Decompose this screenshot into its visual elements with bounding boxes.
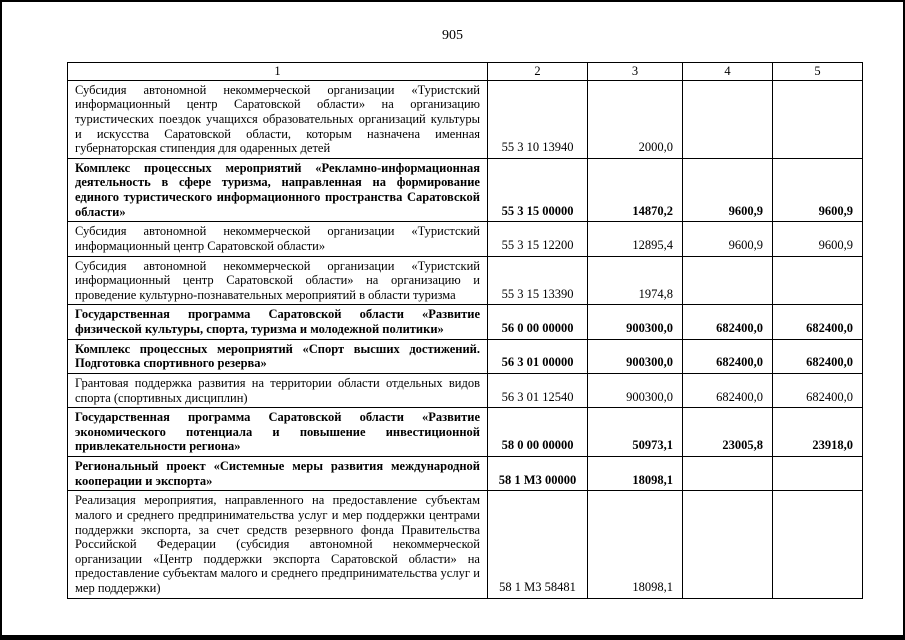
row-name-cell: Государственная программа Саратовской области «Развитие экономического потенциала и повышение инвестиционной привлекательности региона»: [68, 408, 488, 457]
row-value-cell: 23005,8: [683, 408, 773, 457]
row-code-cell: 58 1 М3 00000: [488, 457, 588, 491]
table-row: [68, 256, 863, 305]
table-row: [68, 408, 863, 457]
row-value-cell: 9600,9: [683, 158, 773, 222]
row-value-2025-cell: 900300,0: [588, 305, 683, 339]
row-code-cell: 56 0 00 00000: [488, 305, 588, 339]
row-value-cell: [773, 491, 863, 598]
row-value-cell: 682400,0: [683, 305, 773, 339]
row-value-cell: 682400,0: [773, 305, 863, 339]
row-name-cell: Субсидия автономной некоммерческой организации «Туристский информационный центр Саратовской области» на организацию туристических поездок учащихся образовательных организаций культуры и искусства Саратовской области, которым назначена именная губернаторская стипендия для одаренных детей: [68, 80, 488, 158]
row-value-cell: [683, 256, 773, 305]
row-name-cell: Комплекс процессных мероприятий «Рекламно-информационная деятельность в сфере туризма, направленная на формирование единого туристического информационного пространства Саратовской области»: [68, 158, 488, 222]
row-name-cell: Реализация мероприятия, направленного на предоставление субъектам малого и среднего предпринимательства услуг и мер поддержки центрами поддержки экспорта, за счет средств резервного фонда Правительства Российской Федерации (субсидия автономной некоммерческой организации «Центр поддержки экспорта Саратовской области» на предоставление субъектам малого и среднего предпринимательства услуг и мер поддержки): [68, 491, 488, 598]
row-value-2025-cell: 18098,1: [588, 457, 683, 491]
row-code-cell: 56 3 01 12540: [488, 373, 588, 407]
row-value-cell: 23918,0: [773, 408, 863, 457]
row-name-cell: Комплекс процессных мероприятий «Спорт высших достижений. Подготовка спортивного резерва»: [68, 339, 488, 373]
table-body: [68, 80, 863, 598]
row-value-cell: 9600,9: [773, 222, 863, 256]
row-value-cell: [773, 256, 863, 305]
row-value-2025-cell: 14870,2: [588, 158, 683, 222]
row-value-cell: 9600,9: [683, 222, 773, 256]
row-value-2025-cell: 50973,1: [588, 408, 683, 457]
row-value-cell: 682400,0: [683, 339, 773, 373]
row-value-cell: [683, 491, 773, 598]
row-name-cell: Грантовая поддержка развития на территории области отдельных видов спорта (спортивных дисциплин): [68, 373, 488, 407]
row-value-cell: 682400,0: [773, 339, 863, 373]
table-row: [68, 80, 863, 158]
row-value-2025-cell: 2000,0: [588, 80, 683, 158]
table-row: [68, 222, 863, 256]
row-name-cell: Субсидия автономной некоммерческой организации «Туристский информационный центр Саратовской области» на организацию и проведение культурно-познавательных мероприятий в области туризма: [68, 256, 488, 305]
row-name-cell: Региональный проект «Системные меры развития международной кооперации и экспорта»: [68, 457, 488, 491]
row-code-cell: 58 0 00 00000: [488, 408, 588, 457]
table-row: [68, 457, 863, 491]
row-value-cell: [683, 457, 773, 491]
row-name-cell: Субсидия автономной некоммерческой организации «Туристский информационный центр Саратовской области»: [68, 222, 488, 256]
row-value-cell: 682400,0: [773, 373, 863, 407]
page-number: 905: [442, 28, 463, 43]
table-row: [68, 339, 863, 373]
column-header: 1: [68, 63, 488, 81]
row-value-2025-cell: 900300,0: [588, 373, 683, 407]
row-name-cell: Государственная программа Саратовской области «Развитие физической культуры, спорта, туризма и молодежной политики»: [68, 305, 488, 339]
column-header: 3: [588, 63, 683, 81]
column-header: 4: [683, 63, 773, 81]
row-value-2025-cell: 1974,8: [588, 256, 683, 305]
row-value-cell: 9600,9: [773, 158, 863, 222]
table-row: [68, 158, 863, 222]
row-value-2025-cell: 12895,4: [588, 222, 683, 256]
table-row: [68, 491, 863, 598]
table-row: [68, 373, 863, 407]
row-value-cell: [773, 457, 863, 491]
row-value-2025-cell: 900300,0: [588, 339, 683, 373]
row-value-2025-cell: 18098,1: [588, 491, 683, 598]
table-row: [68, 305, 863, 339]
row-code-cell: 55 3 15 12200: [488, 222, 588, 256]
row-code-cell: 55 3 15 13390: [488, 256, 588, 305]
row-code-cell: 55 3 15 00000: [488, 158, 588, 222]
column-header: 2: [488, 63, 588, 81]
row-value-cell: 682400,0: [683, 373, 773, 407]
row-code-cell: 56 3 01 00000: [488, 339, 588, 373]
row-code-cell: 58 1 М3 58481: [488, 491, 588, 598]
table-header-row: [68, 63, 863, 81]
budget-table: [67, 62, 863, 599]
row-value-cell: [773, 80, 863, 158]
column-header: 5: [773, 63, 863, 81]
row-value-cell: [683, 80, 773, 158]
row-code-cell: 55 3 10 13940: [488, 80, 588, 158]
